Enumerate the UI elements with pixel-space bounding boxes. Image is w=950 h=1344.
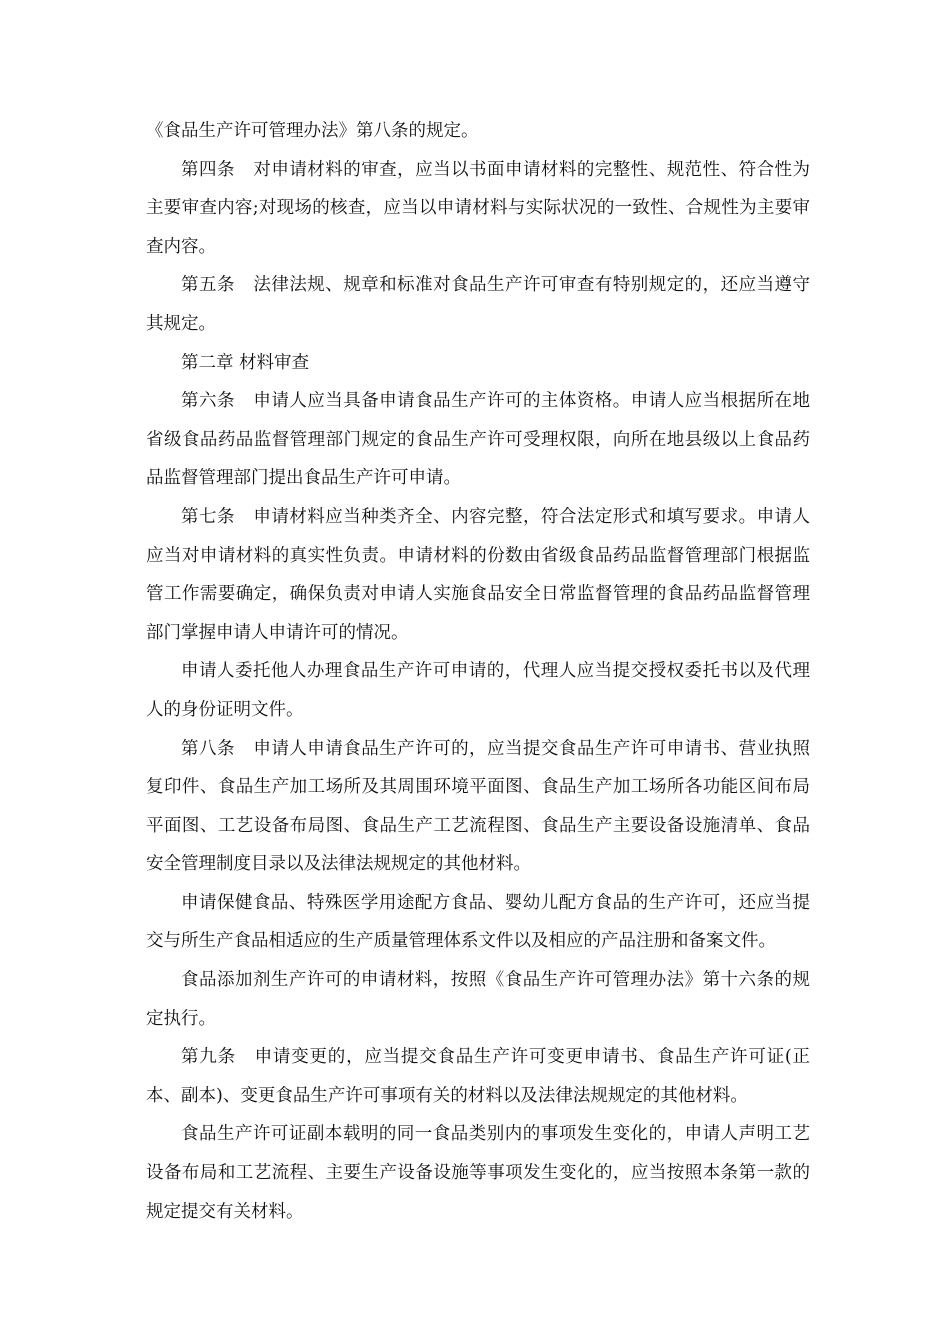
paragraph <box>146 652 810 729</box>
chapter-title: 第二章 材料审查 <box>181 352 310 373</box>
article-9 <box>146 1038 810 1115</box>
article-text: 申请人申请食品生产许可的，应当提交食品生产许可申请书、营业执照复印件、食品生产加工场所及其周围环境平面图、食品生产加工场所各功能区间布局平面图、工艺设备布局图、食品生产工艺流程图、食品生产主要设备设施清单、食品安全管理制度目录以及法律法规规定的其他材料。 <box>146 738 811 875</box>
article-number: 第四条 <box>181 159 235 180</box>
article-5 <box>146 266 810 343</box>
article-4 <box>146 151 810 267</box>
paragraph-text: 申请人委托他人办理食品生产许可申请的，代理人应当提交授权委托书以及代理人的身份证明文件。 <box>146 661 810 720</box>
chapter-heading <box>146 344 810 383</box>
article-number: 第六条 <box>181 391 235 412</box>
article-7 <box>146 498 810 652</box>
paragraph <box>146 884 810 961</box>
article-text: 法律法规、规章和标准对食品生产许可审查有特别规定的，还应当遵守其规定。 <box>146 275 811 334</box>
article-text: 申请材料应当种类齐全、内容完整，符合法定形式和填写要求。申请人应当对申请材料的真实性负责。申请材料的份数由省级食品药品监督管理部门根据监管工作需要确定，确保负责对申请人实施食品安全日常监督管理的食品药品监督管理部门掌握申请人申请许可的情况。 <box>146 506 811 643</box>
article-number: 第五条 <box>181 275 235 296</box>
paragraph <box>146 1115 810 1231</box>
article-number: 第八条 <box>181 738 235 759</box>
article-number: 第七条 <box>181 506 235 527</box>
article-text: 申请人应当具备申请食品生产许可的主体资格。申请人应当根据所在地省级食品药品监督管理部门规定的食品生产许可受理权限，向所在地县级以上食品药品监督管理部门提出食品生产许可申请。 <box>146 391 811 489</box>
document-body <box>146 112 810 1231</box>
article-8 <box>146 730 810 884</box>
paragraph-text: 《食品生产许可管理办法》第八条的规定。 <box>146 121 479 141</box>
paragraph-text: 申请保健食品、特殊医学用途配方食品、婴幼儿配方食品的生产许可，还应当提交与所生产食品相适应的生产质量管理体系文件以及相应的产品注册和备案文件。 <box>146 892 810 952</box>
paragraph <box>146 112 810 151</box>
article-text: 申请变更的，应当提交食品生产许可变更申请书、食品生产许可证(正本、副本)、变更食品生产许可事项有关的材料以及法律法规规定的其他材料。 <box>146 1047 811 1106</box>
article-6 <box>146 382 810 498</box>
paragraph-text: 食品生产许可证副本载明的同一食品类别内的事项发生变化的，申请人声明工艺设备布局和工艺流程、主要生产设备设施等事项发生变化的，应当按照本条第一款的规定提交有关材料。 <box>146 1124 810 1222</box>
article-number: 第九条 <box>181 1047 236 1068</box>
paragraph <box>146 961 810 1038</box>
article-text: 对申请材料的审查，应当以书面申请材料的完整性、规范性、符合性为主要审查内容;对现场的核查，应当以申请材料与实际状况的一致性、合规性为主要审查内容。 <box>146 159 811 257</box>
paragraph-text: 食品添加剂生产许可的申请材料，按照《食品生产许可管理办法》第十六条的规定执行。 <box>146 970 810 1029</box>
